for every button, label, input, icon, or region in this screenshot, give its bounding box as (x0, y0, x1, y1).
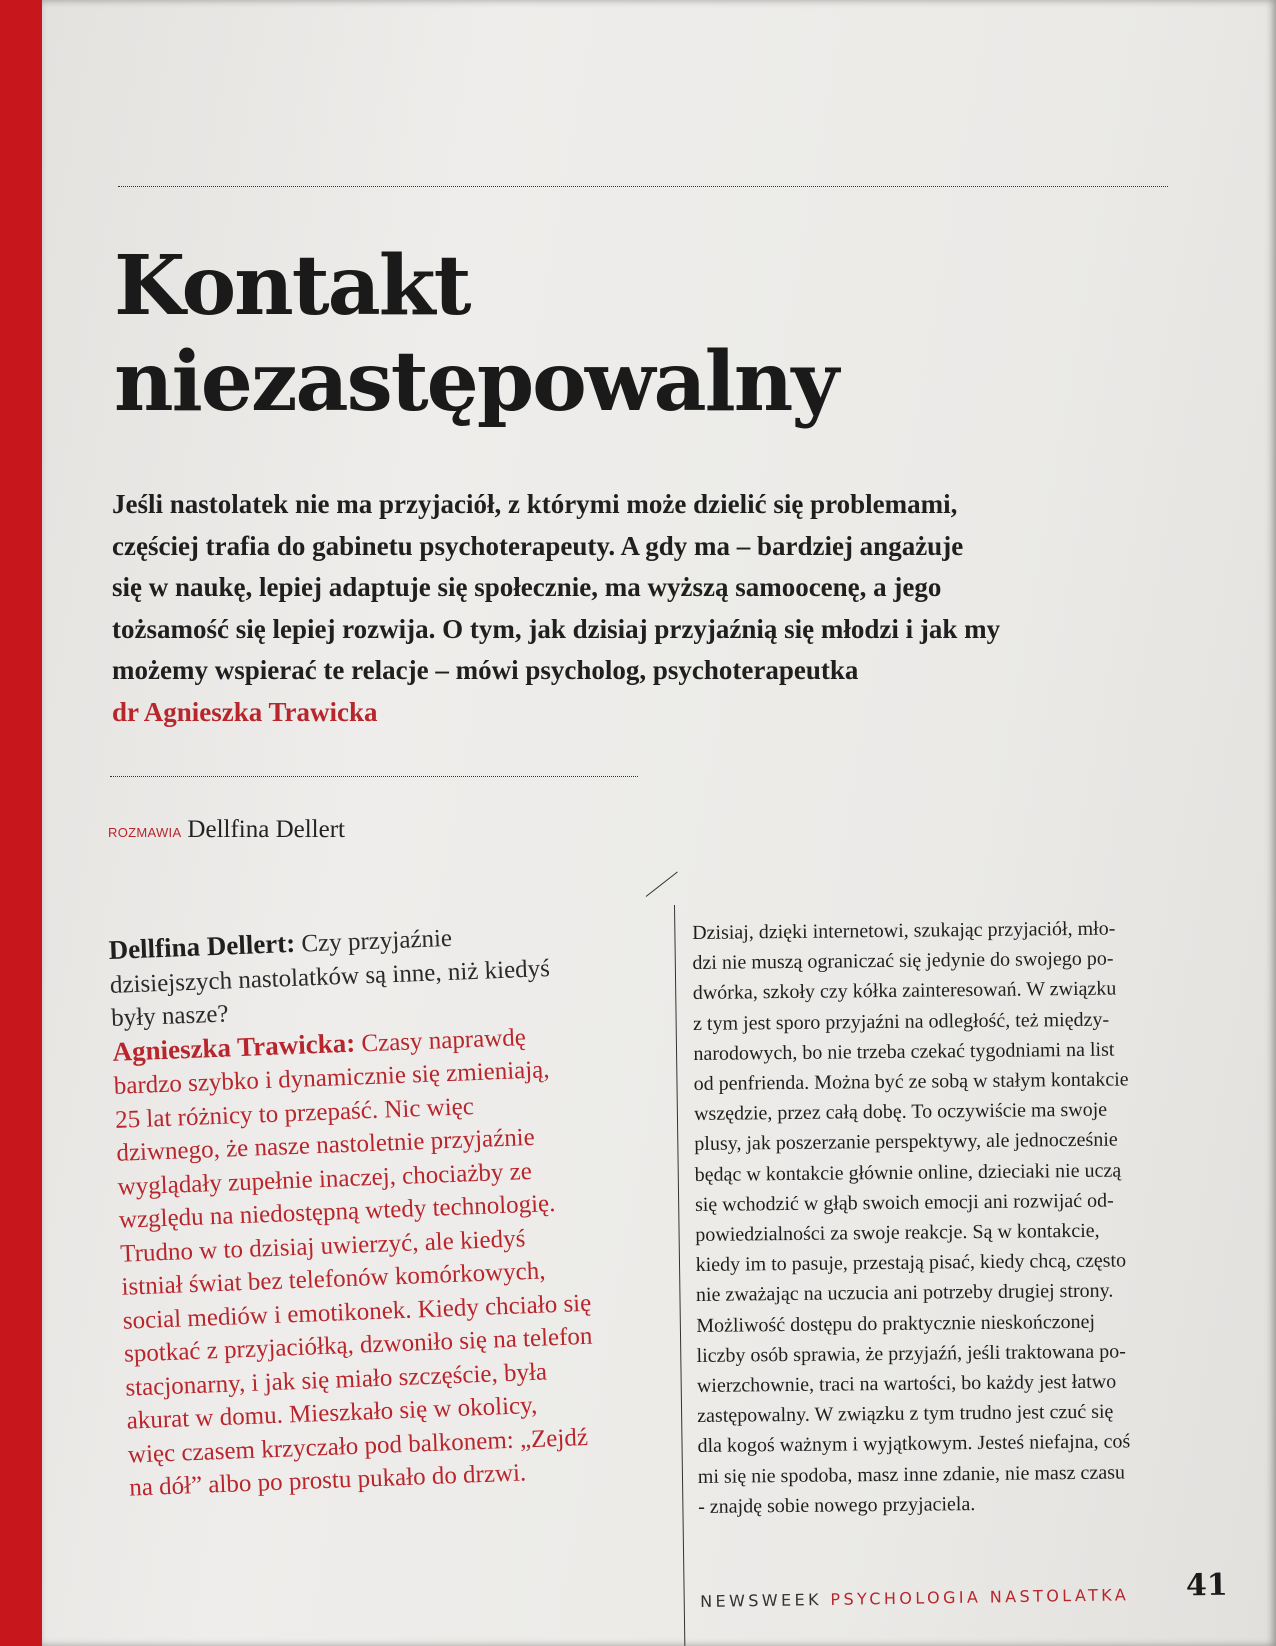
answer-line: dziwnego, że nasze nastoletnie przyjaźnie (115, 1123, 536, 1167)
answer-line: wyglądały zupełnie inaczej, chociażby ze (117, 1157, 533, 1201)
answer-line: spotkać z przyjaciółką, dzwoniło się na telefon (123, 1322, 593, 1368)
answer-line: 25 lat różnicy to przepaść. Nic więc (114, 1092, 475, 1134)
lead-author-name: dr Agnieszka Trawicka (112, 696, 378, 727)
body-line: od penfrienda. Można być ze sobą w stałym kontakcie (693, 1068, 1129, 1096)
column-divider-tick (646, 871, 678, 896)
body-line: wierzchownie, traci na wartości, bo każdy jest łatwo (696, 1370, 1117, 1398)
page-footer (700, 1567, 1228, 1611)
answer-speaker: Agnieszka Trawicka: (111, 1027, 356, 1067)
answer-line: istniał świat bez telefonów komórkowych, (121, 1257, 546, 1301)
body-line: wszędzie, przez całą dobę. To oczywiście ma swoje (693, 1098, 1108, 1126)
body-line: się wchodzić w głąb swoich emocji ani rozwijać od- (694, 1189, 1114, 1216)
body-line: zastępowalny. W związku z tym trudno jest czuć się (697, 1400, 1114, 1428)
lead-line: się w naukę, lepiej adaptuje się społecznie, ma wyższą samoocenę, a jego (112, 572, 942, 602)
body-line: plusy, jak poszerzanie perspektywy, ale jednocześnie (694, 1128, 1118, 1156)
lead-line: tożsamość się lepiej rozwija. O tym, jak dzisiaj przyjaźnią się młodzi i jak my (112, 613, 1001, 644)
answer-text: Czasy naprawdę (360, 1023, 527, 1057)
question-text: Czy przyjaźnie (300, 924, 453, 958)
answer-line: względu na niedostępną wtedy technologię. (118, 1190, 556, 1234)
interview-right-column (692, 913, 1218, 1522)
interview-answer (112, 1014, 690, 1505)
byline-label: ROZMAWIA (108, 825, 182, 840)
answer-line: social mediów i emotikonek. Kiedy chciało się (122, 1289, 592, 1335)
top-dotted-rule (118, 186, 1168, 187)
footer-magazine-title (700, 1585, 1129, 1611)
body-line: Dzisiaj, dzięki internetowi, szukając przyjaciół, mło- (692, 917, 1116, 944)
answer-line: akurat w domu. Mieszkało się w okolicy, (126, 1391, 538, 1435)
byline (108, 816, 345, 844)
page-number: 41 (1185, 1567, 1228, 1604)
answer-line: na dół” albo po prostu pukało do drzwi. (128, 1459, 527, 1502)
answer-line: Trudno w to dzisiaj uwierzyć, ale kiedyś (119, 1224, 526, 1268)
body-line: Możliwość dostępu do praktycznie nieskończonej (696, 1310, 1096, 1337)
footer-magazine-name: NEWSWEEK (700, 1590, 823, 1611)
body-line: dzi nie muszą ograniczać się jedynie do swojego po- (692, 947, 1114, 975)
answer-line: więc czasem krzyczało pod balkonem: „Zejdź (127, 1423, 589, 1469)
question-line: były nasze? (110, 1000, 229, 1032)
body-line: z tym jest sporo przyjaźni na odległość, też między- (692, 1008, 1110, 1035)
question-speaker: Dellfina Dellert: (108, 927, 296, 965)
byline-name: Dellfina Dellert (187, 816, 345, 843)
lead-line: częściej trafia do gabinetu psychoterapeuty. A gdy ma – bardziej angażuje (112, 530, 964, 561)
magazine-page (42, 0, 1276, 1646)
interview-left-column (108, 913, 690, 1506)
title-line: Kontakt (114, 238, 470, 334)
body-line: dwórka, szkoły czy kółka zainteresowań. W związku (692, 977, 1117, 1005)
body-line: narodowych, bo nie trzeba czekać tygodniami na list (693, 1038, 1115, 1065)
lead-dotted-rule (110, 776, 638, 777)
body-line: liczby osób sprawia, że przyjaźń, jeśli traktowana po- (696, 1340, 1126, 1367)
body-line: dla kogoś ważnym i wyjątkowym. Jesteś niefajna, coś (697, 1430, 1131, 1458)
body-line: kiedy im to pasuje, przestają pisać, kiedy chcą, często (695, 1249, 1127, 1277)
lead-line: możemy wspierać te relacje – mówi psycholog, psychoterapeutka (112, 655, 859, 685)
article-title (114, 238, 837, 430)
body-line: nie zważając na uczucia ani potrzeby drugiej strony. (695, 1280, 1114, 1307)
body-line: powiedzialności za swoje reakcje. Są w kontakcie, (695, 1219, 1100, 1247)
body-line: - znajdę sobie nowego przyjaciela. (698, 1492, 976, 1518)
lead-line: Jeśli nastolatek nie ma przyjaciół, z którymi może dzielić się problemami, (112, 489, 958, 519)
article-lead (112, 484, 1192, 733)
title-line: niezastępowalny (114, 334, 838, 430)
body-line: będąc w kontakcie głównie online, dzieciaki nie uczą (694, 1159, 1122, 1186)
answer-line: stacjonarny, i jak się miało szczęście, była (124, 1357, 548, 1402)
body-line: mi się nie spodoba, masz inne zdanie, nie masz czasu (697, 1461, 1126, 1488)
question-line: dzisiejszych nastolatków są inne, niż kiedyś (109, 954, 551, 999)
footer-section-name: PSYCHOLOGIA NASTOLATKA (830, 1585, 1130, 1609)
answer-line: bardzo szybko i dynamicznie się zmieniają, (113, 1056, 551, 1100)
